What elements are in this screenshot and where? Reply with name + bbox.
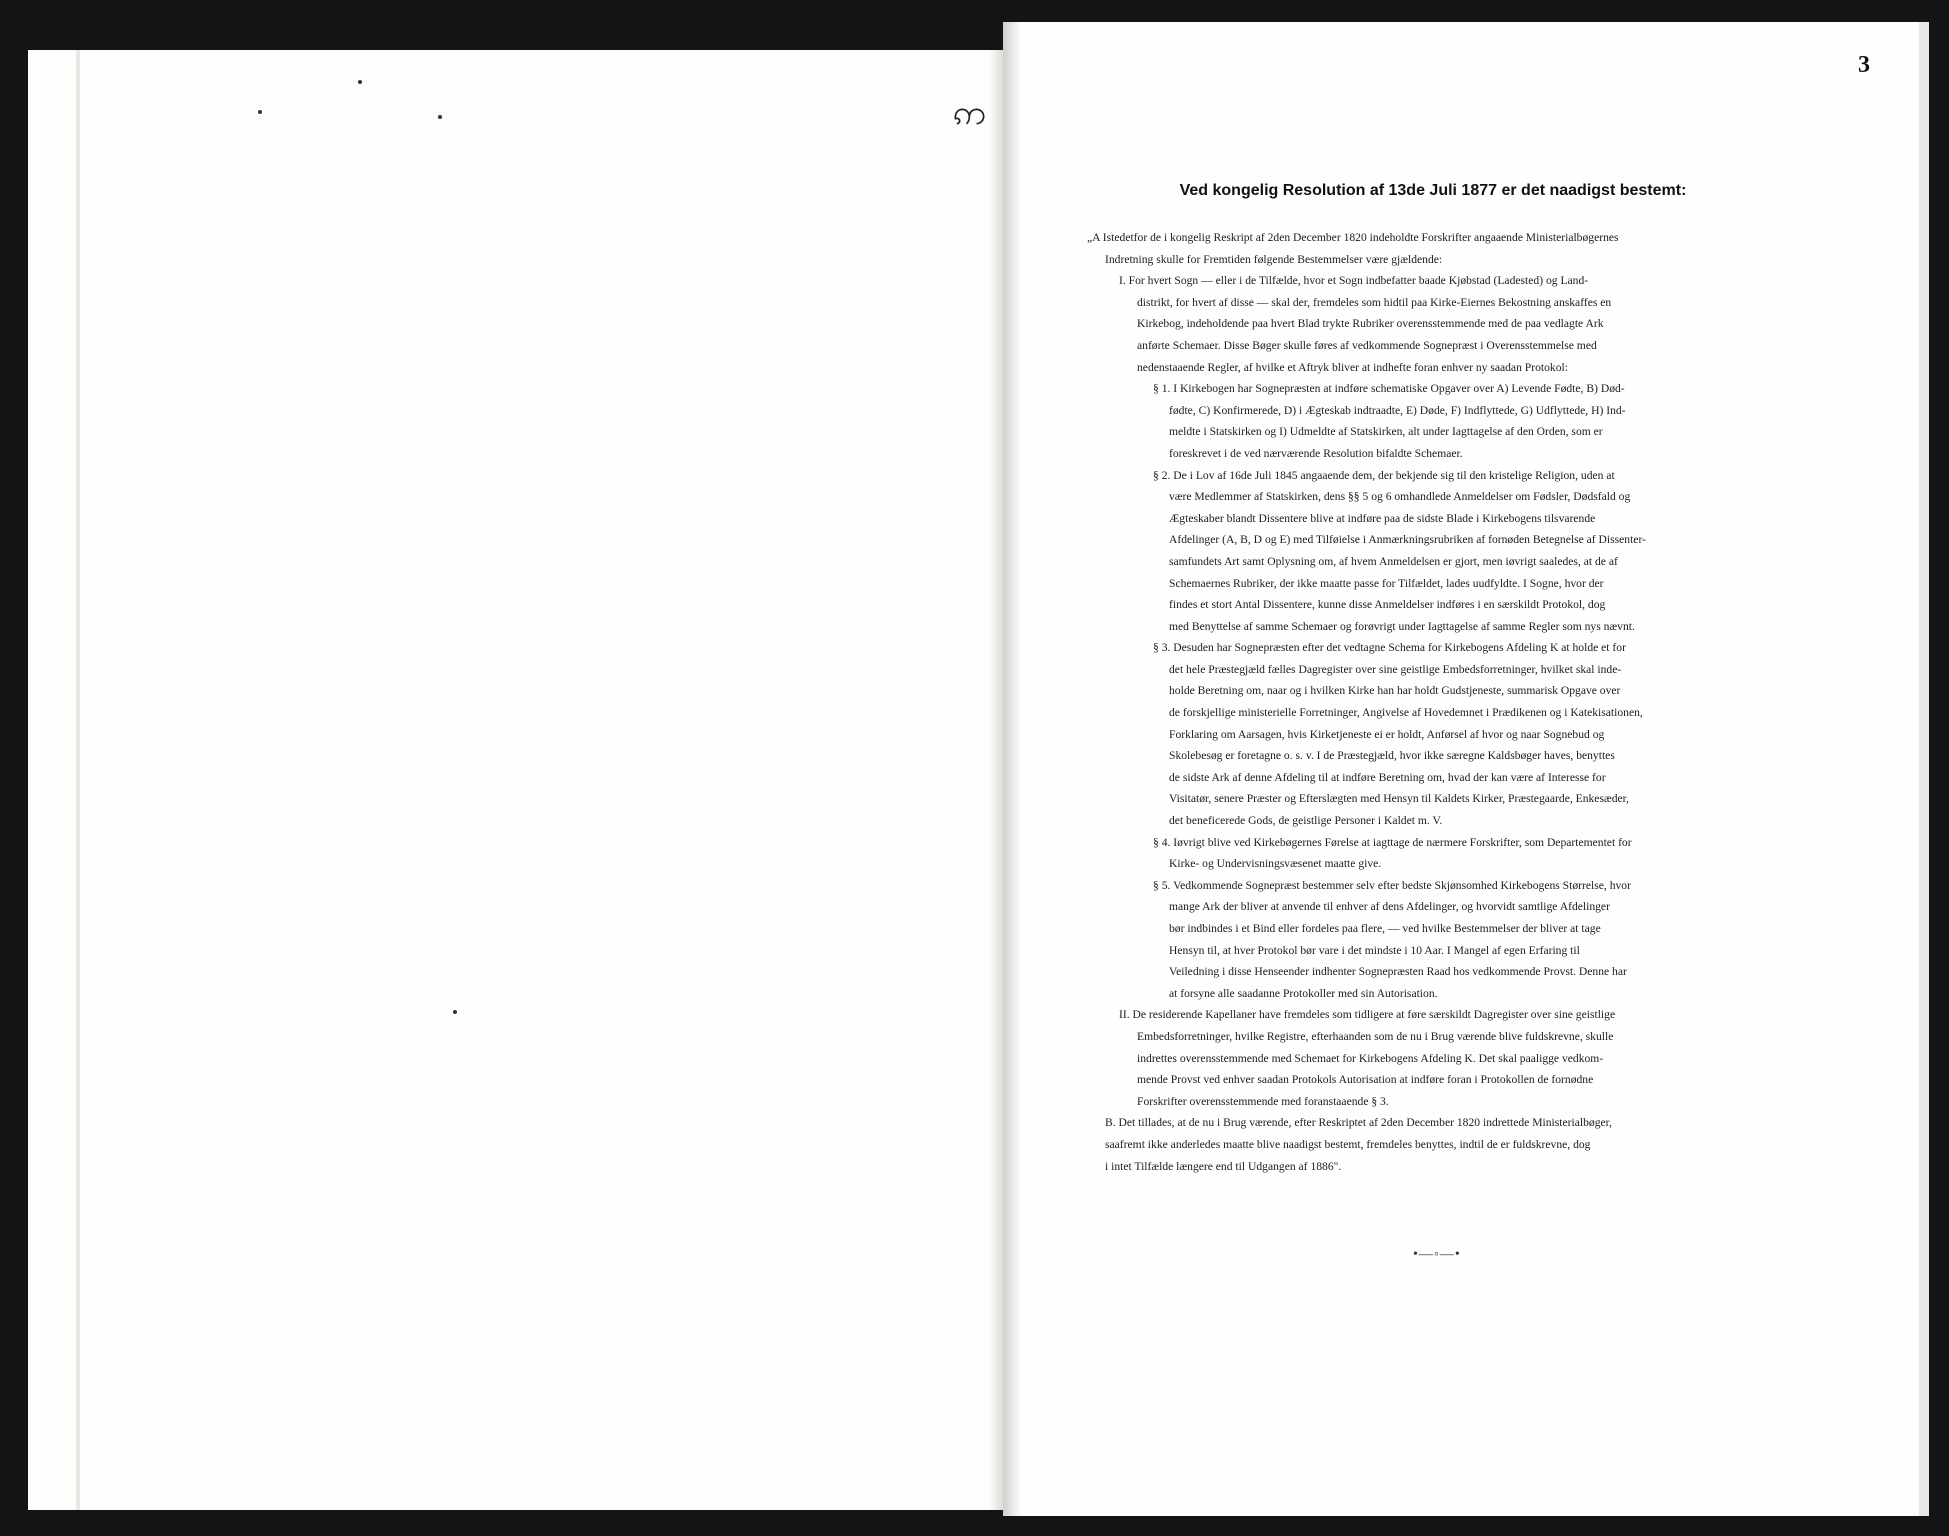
text-line: bør indbindes i et Bind eller fordeles paa flere, — ved hvilke Bestemmelser der bliver at tage [1169, 922, 1601, 935]
text-line: B. Det tillades, at de nu i Brug værende, efter Reskriptet af 2den December 1820 indrettede Ministerialbøger, [1105, 1116, 1612, 1130]
resolution-heading: Ved kongelig Resolution af 13de Juli 1877 er det naadigst bestemt: [1179, 182, 1687, 199]
text-line: Forklaring om Aarsagen, hvis Kirketjeneste ei er holdt, Anførsel af hvor og naar Sognebud og [1169, 727, 1605, 741]
text-line: „A Istedetfor de i kongelig Reskript af 2den December 1820 indeholdte Forskrifter angaaende Ministerialbøgernes [1087, 231, 1619, 244]
top-ornament: ဢ [953, 95, 987, 132]
text-line: meldte i Statskirken og I) Udmeldte af Statskirken, alt under Iagttagelse af den Orden, som er [1169, 425, 1603, 439]
text-line: fødte, C) Konfirmerede, D) i Ægteskab indtraadte, E) Døde, F) Indflyttede, G) Udflyttede, H) Ind- [1169, 403, 1626, 417]
text-line: det hele Præstegjæld fælles Dagregister over sine geistlige Embedsforretninger, hvilket skal inde- [1169, 662, 1622, 676]
text-line: § 2. De i Lov af 16de Juli 1845 angaaende dem, der bekjende sig til den kristelige Religion, uden at [1153, 468, 1615, 482]
page-number: 3 [1858, 52, 1870, 78]
text-line: Veiledning i disse Henseender indhenter Sognepræsten Raad hos vedkommende Provst. Denne har [1169, 965, 1627, 979]
text-line: anførte Schemaer. Disse Bøger skulle føres af vedkommende Sognepræst i Overensstemmelse med [1137, 338, 1597, 352]
text-line: § 1. I Kirkebogen har Sognepræsten at indføre schematiske Opgaver over A) Levende Fødte, B) Død- [1153, 382, 1625, 396]
text-line: de forskjellige ministerielle Forretninger, Angivelse af Hovedemnet i Prædikenen og i Katekisationen, [1169, 706, 1643, 720]
paper-speck [438, 115, 442, 119]
end-ornament: •—◦—• [1413, 1247, 1461, 1262]
text-line: Forskrifter overensstemmende med foranstaaende § 3. [1137, 1094, 1389, 1108]
text-line: § 3. Desuden har Sognepræsten efter det vedtagne Schema for Kirkebogens Afdeling K at holde et for [1153, 641, 1626, 655]
text-line: med Benyttelse af samme Schemaer og forøvrigt under Iagttagelse af samme Regler som nys nævnt. [1169, 619, 1635, 633]
text-line: indrettes overensstemmende med Schemaet for Kirkebogens Afdeling K. Det skal paaligge vedkom- [1137, 1051, 1604, 1065]
text-line: mende Provst ved enhver saadan Protokols Autorisation at indføre foran i Protokollen de fornødne [1137, 1073, 1594, 1087]
text-line: Visitatør, senere Præster og Efterslægten med Hensyn til Kaldets Kirker, Præstegaarde, Enkesæder, [1169, 792, 1629, 806]
text-line: § 4. Iøvrigt blive ved Kirkebøgernes Førelse at iagttage de nærmere Forskrifter, som Departementet for [1153, 835, 1632, 849]
text-line: samfundets Art samt Oplysning om, af hvem Anmeldelsen er gjort, men iøvrigt saaledes, at de af [1169, 554, 1618, 568]
left-page-inner-edge [76, 50, 80, 1510]
text-line: Schemaernes Rubriker, der ikke maatte passe for Tilfældet, lades uudfyldte. I Sogne, hvor der [1169, 576, 1604, 590]
text-line: II. De residerende Kapellaner have fremdeles som tidligere at føre særskildt Dagregister over sine geistlige [1119, 1008, 1616, 1022]
text-line: Ægteskaber blandt Dissentere blive at indføre paa de sidste Blade i Kirkebogens tilsvarende [1169, 511, 1596, 525]
text-line: Afdelinger (A, B, D og E) med Tilføielse i Anmærkningsrubriken af fornøden Betegnelse af Dissenter- [1169, 533, 1646, 547]
right-page-gutter-shadow [1003, 22, 1021, 1516]
text-line: distrikt, for hvert af disse — skal der, fremdeles som hidtil paa Kirke-Eiernes Bekostning anskaffes en [1137, 295, 1612, 309]
text-line: Indretning skulle for Fremtiden følgende Bestemmelser være gjældende: [1105, 252, 1443, 266]
right-page [953, 22, 1929, 1516]
text-line: saafremt ikke anderledes maatte blive naadigst bestemt, fremdeles benyttes, indtil de er fuldskrevne, dog [1105, 1137, 1591, 1151]
text-line: Embedsforretninger, hvilke Registre, efterhaanden som de nu i Brug værende blive fuldskrevne, skulle [1137, 1029, 1614, 1043]
left-page-blank [28, 50, 1004, 1510]
text-line: de sidste Ark af denne Afdeling til at indføre Beretning om, hvad der kan være af Interesse for [1169, 770, 1606, 784]
text-line: holde Beretning om, naar og i hvilken Kirke han har holdt Gudstjeneste, summarisk Opgave over [1169, 684, 1621, 698]
text-line: foreskrevet i de ved nærværende Resolution bifaldte Schemaer. [1169, 446, 1463, 460]
resolution-body-text [1087, 227, 1802, 1177]
right-page-outer-edge [1919, 22, 1929, 1516]
text-line: Kirke- og Undervisningsvæsenet maatte give. [1169, 857, 1382, 871]
text-line: at forsyne alle saadanne Protokoller med sin Autorisation. [1169, 986, 1438, 1000]
text-line: være Medlemmer af Statskirken, dens §§ 5 og 6 omhandlede Anmeldelser om Fødsler, Dødsfald og [1169, 490, 1631, 504]
text-line: nedenstaaende Regler, af hvilke et Aftryk bliver at indhefte foran enhver ny saadan Protokol: [1137, 360, 1568, 374]
left-page-fold-shadow [989, 50, 1003, 1510]
text-line: I. For hvert Sogn — eller i de Tilfælde, hvor et Sogn indbefatter baade Kjøbstad (Ladested) og Land- [1119, 274, 1589, 288]
text-line: mange Ark der bliver at anvende til enhver af dens Afdelinger, og hvorvidt samtlige Afdelinger [1169, 900, 1610, 914]
paper-speck [258, 110, 262, 114]
paper-speck [453, 1010, 457, 1014]
text-line: Hensyn til, at hver Protokol bør vare i det mindste i 10 Aar. I Mangel af egen Erfaring til [1169, 943, 1580, 957]
paper-speck [358, 80, 362, 84]
text-line: § 5. Vedkommende Sognepræst bestemmer selv efter bedste Skjønsomhed Kirkebogens Størrelse, hvor [1153, 878, 1631, 892]
text-line: det beneficerede Gods, de geistlige Personer i Kaldet m. V. [1169, 814, 1443, 828]
text-line: i intet Tilfælde længere end til Udgangen af 1886". [1105, 1159, 1342, 1173]
text-line: Kirkebog, indeholdende paa hvert Blad trykte Rubriker overensstemmende med de paa vedlagte Ark [1137, 317, 1604, 331]
text-line: findes et stort Antal Dissentere, kunne disse Anmeldelser indføres i en særskildt Protokol, dog [1169, 598, 1606, 612]
text-line: Skolebesøg er foretagne o. s. v. I de Præstegjæld, hvor ikke særegne Kaldsbøger haves, benyttes [1169, 749, 1615, 763]
